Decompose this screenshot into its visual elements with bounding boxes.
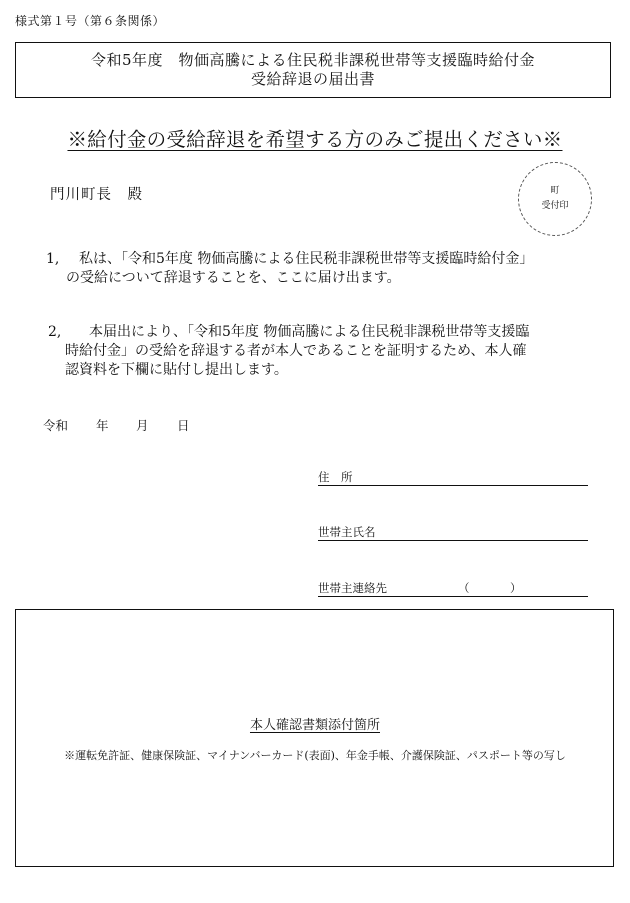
paragraph-2-number: 2, <box>48 324 62 340</box>
date-month[interactable]: 月 <box>136 418 149 433</box>
submission-notice: ※給付金の受給辞退を希望する方のみご提出ください※ <box>67 128 563 151</box>
paragraph-2-line2: 時給付金」の受給を辞退する者が本人であることを証明するため、本人確 <box>65 343 527 359</box>
address-field[interactable] <box>318 470 588 486</box>
date-year[interactable]: 年 <box>96 418 109 433</box>
document-title-line1: 令和5年度 物価高騰による住民税非課税世帯等支援臨時給付金 <box>90 51 536 70</box>
stamp-line1: 町 <box>550 185 560 196</box>
id-document-attachment-area[interactable] <box>15 609 614 867</box>
attachment-title: 本人確認書類添付箇所 <box>249 718 380 733</box>
head-contact-field[interactable] <box>318 581 588 597</box>
document-title-line2: 受給辞退の届出書 <box>250 70 375 88</box>
form-number: 様式第１号（第６条関係） <box>15 14 166 28</box>
document-title-box <box>15 42 611 98</box>
paragraph-2-line1: 本届出により、「令和5年度 物価高騰による住民税非課税世帯等支援臨 <box>89 324 530 340</box>
stamp-line2: 受付印 <box>541 201 569 211</box>
attachment-note: ※運転免許証、健康保険証、マイナンバーカード(表面)、年金手帳、介護保険証、パスポート等の写し <box>64 749 566 762</box>
paragraph-1-number: 1, <box>46 251 60 267</box>
reception-stamp-area <box>518 162 592 236</box>
paragraph-1-line2: の受給について辞退することを、ここに届け出ます。 <box>66 270 401 286</box>
head-name-field[interactable] <box>318 525 588 541</box>
date-era: 令和 <box>43 418 69 433</box>
contact-paren-close: ） <box>510 581 522 595</box>
date-day[interactable]: 日 <box>177 418 190 433</box>
contact-paren-open: （ <box>458 581 470 595</box>
address-label: 住 所 <box>318 470 353 484</box>
paragraph-2-line3: 認資料を下欄に貼付し提出します。 <box>65 362 288 378</box>
addressee: 門川町長 殿 <box>50 187 143 203</box>
head-contact-label: 世帯主連絡先 <box>318 581 387 595</box>
head-name-label: 世帯主氏名 <box>318 525 376 539</box>
paragraph-1-line1: 私は、「令和5年度 物価高騰による住民税非課税世帯等支援臨時給付金」 <box>79 251 534 267</box>
